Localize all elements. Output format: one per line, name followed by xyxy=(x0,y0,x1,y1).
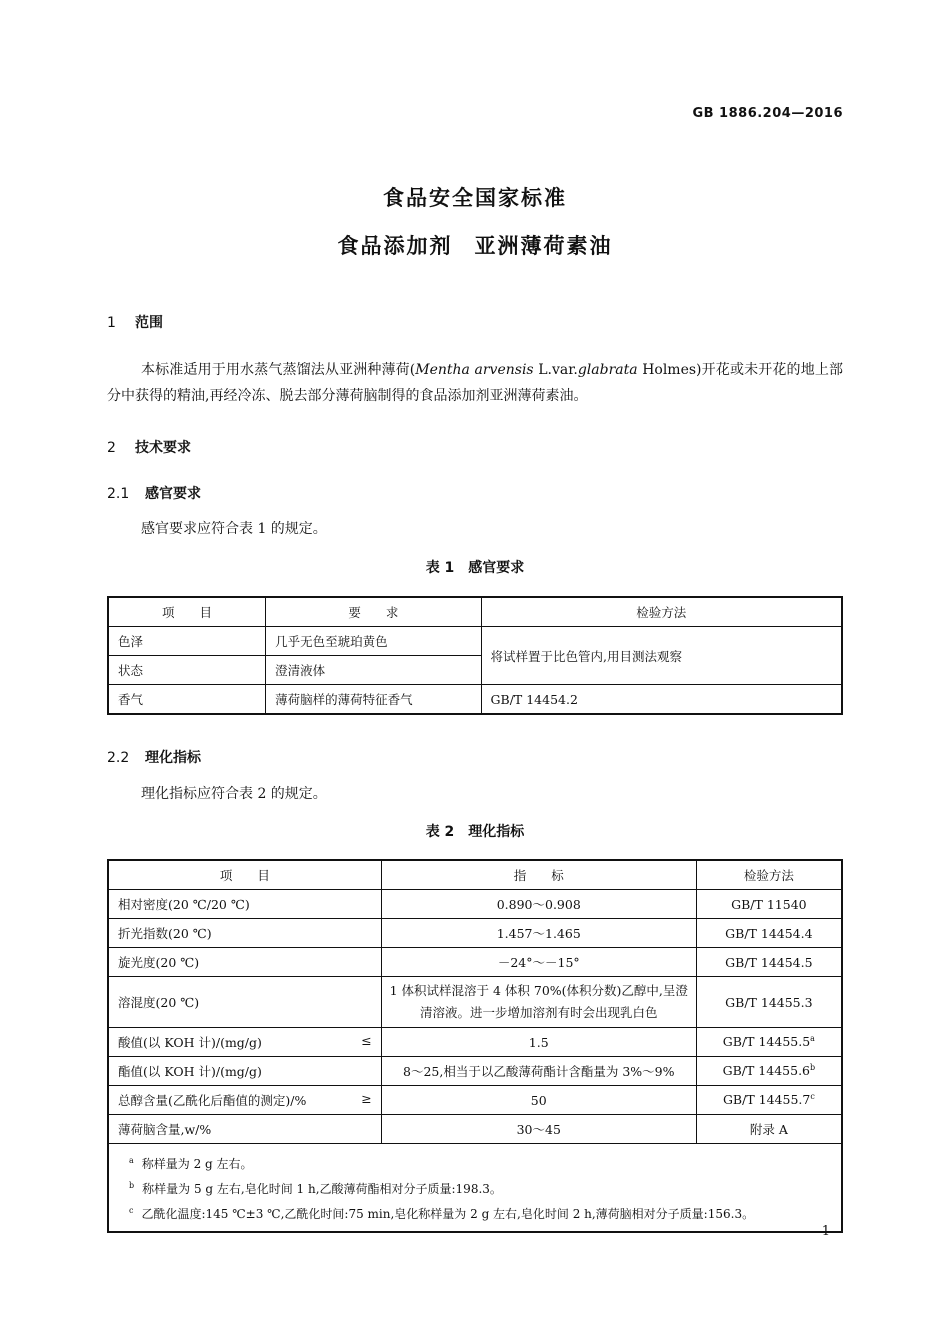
header-item: 项 目 xyxy=(108,860,381,890)
section-number: 2 xyxy=(107,440,116,456)
section-2-2-heading xyxy=(107,747,201,767)
table-row xyxy=(108,948,842,977)
cell-spec: －24°～－15° xyxy=(381,948,696,977)
section-number: 2.2 xyxy=(107,750,130,766)
cell-item: 薄荷脑含量,w/% xyxy=(108,1115,381,1144)
cell-spec: 8～25,相当于以乙酸薄荷酯计含酯量为 3%～9% xyxy=(381,1057,696,1086)
cell-method: GB/T 14455.7$^c$ xyxy=(696,1086,842,1115)
table-row xyxy=(108,1086,842,1115)
cell-spec: 0.890～0.908 xyxy=(381,890,696,919)
table-1-caption: 表 1 感官要求 xyxy=(425,560,525,576)
cell-item: 总醇含量(乙酰化后酯值的测定)/% ≥ xyxy=(108,1086,381,1115)
para-text: 本标准适用于用水蒸气蒸馏法从亚洲种薄荷( xyxy=(141,362,416,378)
table-row xyxy=(108,919,842,948)
note-c: $^c$ 乙酰化温度:145 ℃±3 ℃,乙酰化时间:75 min,皂化称样量为 2 g 左右,皂化时间 2 h,薄荷脑相对分子质量:156.3。 xyxy=(129,1206,755,1221)
cell-item: 折光指数(20 ℃) xyxy=(108,919,381,948)
note-a: $^a$ 称样量为 2 g 左右。 xyxy=(129,1156,253,1171)
cell-spec: 1.457～1.465 xyxy=(381,919,696,948)
cell-item: 状态 xyxy=(108,656,266,685)
section-2-1-paragraph: 感官要求应符合表 1 的规定。 xyxy=(141,521,327,537)
table-row xyxy=(108,977,842,1028)
table-2-caption: 表 2 理化指标 xyxy=(425,824,525,840)
table-header-row xyxy=(108,597,842,627)
section-2-1-heading xyxy=(107,483,201,503)
cell-method: GB/T 14455.3 xyxy=(696,977,842,1028)
table-row xyxy=(108,627,842,656)
table-1 xyxy=(107,596,843,715)
table-2 xyxy=(107,859,843,1233)
section-title: 技术要求 xyxy=(135,440,191,456)
section-1-heading xyxy=(107,312,163,332)
table-notes xyxy=(108,1144,842,1233)
footnote-mark: a xyxy=(810,1034,815,1044)
table-row xyxy=(108,685,842,715)
header-method: 检验方法 xyxy=(481,597,842,627)
table-row xyxy=(108,890,842,919)
comparison-symbol: ≥ xyxy=(361,1091,372,1106)
cell-item: 香气 xyxy=(108,685,266,715)
cell-item: 旋光度(20 ℃) xyxy=(108,948,381,977)
header-spec: 指 标 xyxy=(381,860,696,890)
header-method: 检验方法 xyxy=(696,860,842,890)
document-subtitle xyxy=(0,230,950,260)
cell-requirement: 几乎无色至琥珀黄色 xyxy=(266,627,481,656)
table-notes-row xyxy=(108,1144,842,1233)
document-title: 食品安全国家标准 xyxy=(383,186,567,210)
cell-method: GB/T 14454.2 xyxy=(481,685,842,715)
comparison-symbol: ≤ xyxy=(361,1033,372,1048)
cell-requirement: 澄清液体 xyxy=(266,656,481,685)
header-item: 项 目 xyxy=(108,597,266,627)
cell-item: 溶混度(20 ℃) xyxy=(108,977,381,1028)
cell-method: GB/T 14454.5 xyxy=(696,948,842,977)
latin-mid: L.var. xyxy=(533,362,578,378)
section-title: 理化指标 xyxy=(145,750,201,766)
cell-spec: 1 体积试样混溶于 4 体积 70%(体积分数)乙醇中,呈澄清溶液。进一步增加溶剂有时会出现乳白色 xyxy=(381,977,696,1028)
subtitle-part-a: 食品添加剂 xyxy=(337,234,453,258)
latin-genus: Mentha arvensis xyxy=(415,362,534,378)
cell-item: 酸值(以 KOH 计)/(mg/g) ≤ xyxy=(108,1028,381,1057)
subtitle-part-b: 亚洲薄荷素油 xyxy=(474,234,613,258)
cell-spec: 1.5 xyxy=(381,1028,696,1057)
cell-spec: 30～45 xyxy=(381,1115,696,1144)
cell-item: 酯值(以 KOH 计)/(mg/g) xyxy=(108,1057,381,1086)
cell-item: 相对密度(20 ℃/20 ℃) xyxy=(108,890,381,919)
table-header-row xyxy=(108,860,842,890)
table-row xyxy=(108,1028,842,1057)
section-1-paragraph xyxy=(107,357,843,409)
cell-method: GB/T 14455.5$^a$ xyxy=(696,1028,842,1057)
cell-method: 附录 A xyxy=(696,1115,842,1144)
header-requirement: 要 求 xyxy=(266,597,481,627)
section-2-heading xyxy=(107,437,191,457)
cell-method: GB/T 14454.4 xyxy=(696,919,842,948)
cell-method-merged: 将试样置于比色管内,用目测法观察 xyxy=(481,627,842,685)
page-number: 1 xyxy=(821,1224,830,1239)
cell-method: GB/T 14455.6$^b$ xyxy=(696,1057,842,1086)
table-row xyxy=(108,1115,842,1144)
section-number: 1 xyxy=(107,315,116,331)
section-2-2-paragraph: 理化指标应符合表 2 的规定。 xyxy=(141,786,327,802)
section-title: 感官要求 xyxy=(145,486,201,502)
standard-code: GB 1886.204—2016 xyxy=(692,106,843,121)
cell-spec: 50 xyxy=(381,1086,696,1115)
footnote-mark: c xyxy=(810,1092,815,1102)
note-b: $^b$ 称样量为 5 g 左右,皂化时间 1 h,乙酸薄荷酯相对分子质量:198.3。 xyxy=(129,1181,502,1196)
section-title: 范围 xyxy=(135,315,163,331)
latin-variety: glabrata xyxy=(577,362,638,378)
para-text-end: Holmes)开花或未开花的地上部分中获得的精油,再经冷冻、脱去部分薄荷脑制得的食品添加剂亚洲薄荷素油。 xyxy=(107,362,843,404)
table-row xyxy=(108,1057,842,1086)
section-number: 2.1 xyxy=(107,486,130,502)
cell-requirement: 薄荷脑样的薄荷特征香气 xyxy=(266,685,481,715)
footnote-mark: b xyxy=(810,1063,816,1073)
cell-item: 色泽 xyxy=(108,627,266,656)
cell-method: GB/T 11540 xyxy=(696,890,842,919)
